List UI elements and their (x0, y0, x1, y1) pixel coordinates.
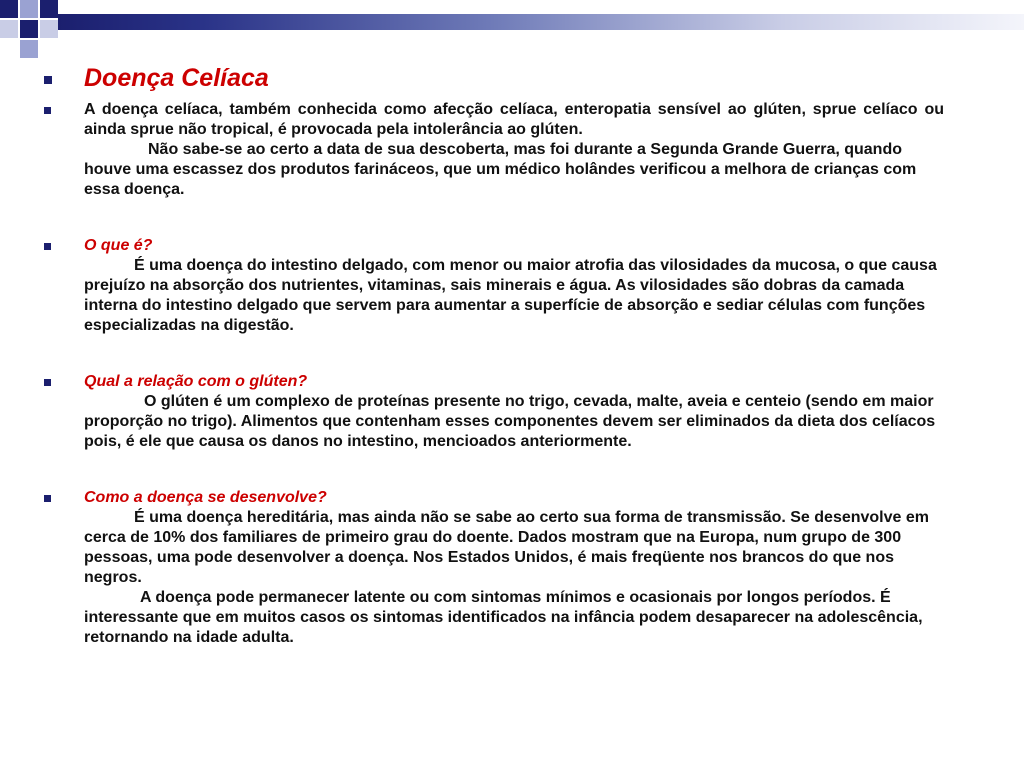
header-gradient-bar (58, 14, 1024, 30)
deco-square (40, 20, 58, 38)
section-item (44, 372, 944, 452)
section-heading: Como a doença se desenvolve? (84, 489, 327, 506)
square-bullet-icon (44, 107, 51, 114)
section-paragraph-text: A doença pode permanecer latente ou com sintomas mínimos e ocasionais por longos períodos. É interessante que em muitos casos os sintomas identificados na infância podem desaparecer na adolescência, retornando na idade adulta. (84, 589, 923, 646)
title-item (44, 62, 944, 94)
section-item (44, 236, 944, 336)
section-paragraph-text: É uma doença hereditária, mas ainda não se sabe ao certo sua forma de transmissão. Se desenvolve em cerca de 10% dos familiares de primeiro grau do doente. Dados mostram que na Europa, num grupo de 300 pessoas, uma pode desenvolver a doença. Nos Estados Unidos, é mais freqüente nos brancos do que nos negros. (84, 509, 929, 586)
square-bullet-icon (44, 243, 51, 250)
section-heading: O que é? (84, 237, 153, 254)
deco-square (20, 40, 38, 58)
square-bullet-icon (44, 379, 51, 386)
section-item (44, 488, 944, 648)
spacer (44, 452, 944, 482)
deco-square (0, 20, 18, 38)
deco-square (0, 0, 18, 18)
section-paragraph (84, 508, 944, 588)
section-paragraph (84, 256, 944, 336)
deco-square (20, 0, 38, 18)
deco-square (40, 0, 58, 18)
slide-content (44, 62, 944, 648)
intro-paragraph-1: A doença celíaca, também conhecida como afecção celíaca, enteropatia sensível ao glúten, sprue celíaco ou ainda sprue não tropical, é provocada pela intolerância ao glúten. (84, 101, 944, 138)
section-paragraph (84, 392, 944, 452)
spacer (44, 200, 944, 230)
deco-square (20, 20, 38, 38)
slide-title: Doença Celíaca (84, 64, 269, 92)
section-paragraph-text: O glúten é um complexo de proteínas presente no trigo, cevada, malte, aveia e centeio (sendo em maior proporção no trigo). Alimentos que contenham esses componentes devem ser eliminados da dieta dos celíacos pois, é ele que causa os danos no intestino, mencioados anteriormente. (84, 393, 936, 450)
decorative-squares (0, 0, 80, 60)
intro-paragraph-2 (84, 140, 944, 200)
spacer (44, 336, 944, 366)
section-paragraph-text: É uma doença do intestino delgado, com menor ou maior atrofia das vilosidades da mucosa, o que causa prejuízo na absorção dos nutrientes, vitaminas, sais minerais e água. As vilosidades são dobras da camada interna do intestino delgado que servem para aumentar a superfície de absorção e sediar células com funções especializadas na digestão. (84, 257, 937, 334)
square-bullet-icon (44, 76, 52, 84)
square-bullet-icon (44, 495, 51, 502)
section-paragraph (84, 588, 944, 648)
intro-paragraph-2-text: Não sabe-se ao certo a data de sua descoberta, mas foi durante a Segunda Grande Guerra, quando houve uma escassez dos produtos farináceos, que um médico holândes verificou a melhora de crianças com essa doença. (84, 141, 917, 198)
intro-item (44, 100, 944, 200)
section-heading: Qual a relação com o glúten? (84, 373, 308, 390)
